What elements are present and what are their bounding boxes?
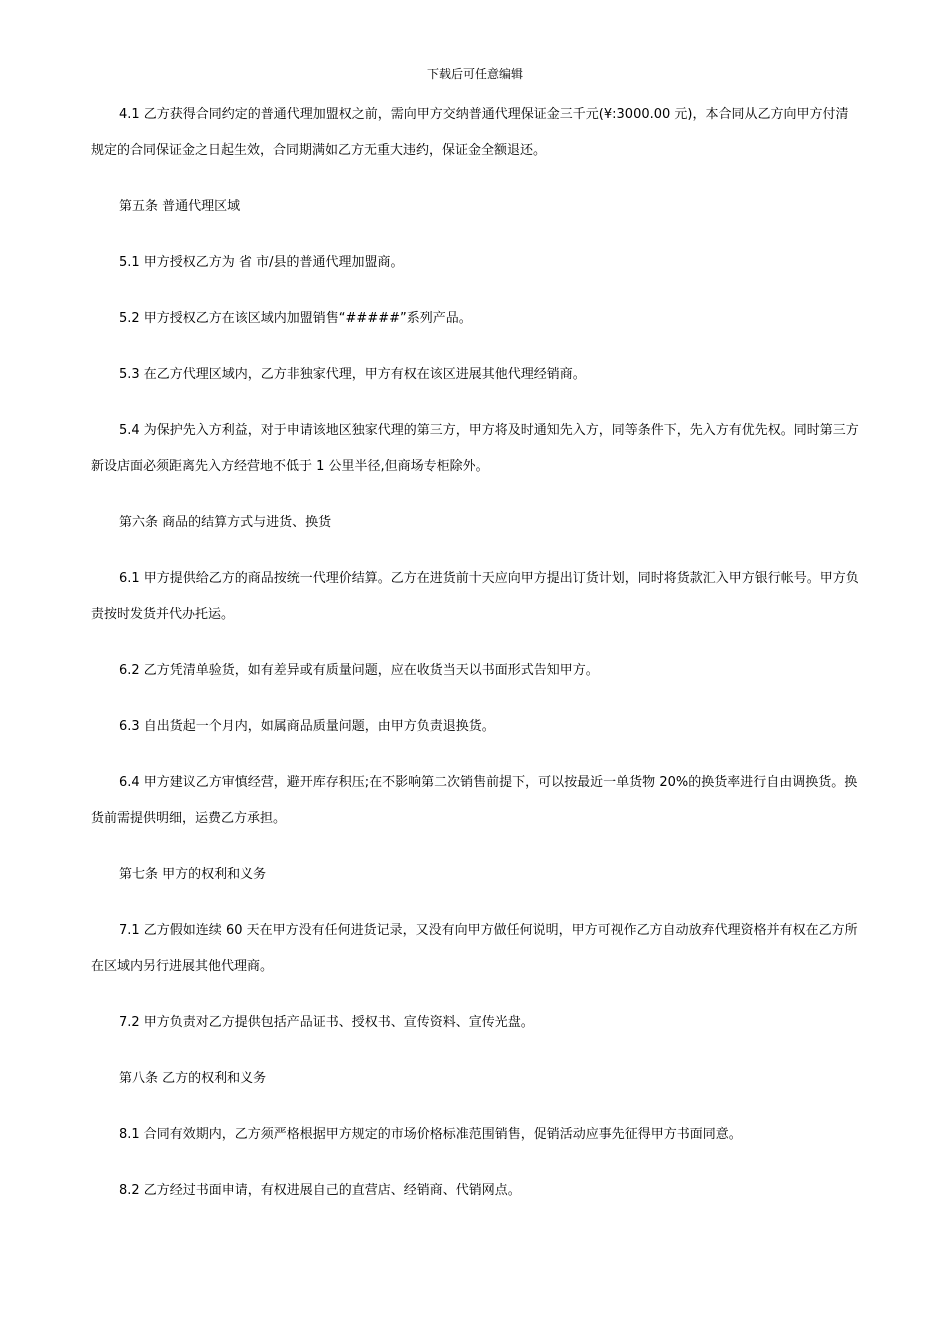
page-header: 下载后可任意编辑 bbox=[426, 67, 523, 81]
article-6-heading: 第六条 商品的结算方式与进货、换货 bbox=[119, 515, 332, 530]
clause-5-3: 5.3 在乙方代理区域内，乙方非独家代理，甲方有权在该区进展其他代理经销商。 bbox=[119, 367, 586, 382]
clause-5-2: 5.2 甲方授权乙方在该区域内加盟销售“#####”系列产品。 bbox=[119, 311, 472, 326]
clause-7-1: 7.1 乙方假如连续 60 天在甲方没有任何进货记录，又没有向甲方做任何说明，甲方可视作乙方自动放弃代理资格并有权在乙方所在区域内另行进展其他代理商。 bbox=[91, 923, 858, 974]
clause-4-1: 4.1 乙方获得合同约定的普通代理加盟权之前，需向甲方交纳普通代理保证金三千元(¥:3000.00 元)，本合同从乙方向甲方付清规定的合同保证金之日起生效，合同期满如乙方无重大违约，保证金全额退还。 bbox=[91, 107, 849, 158]
clause-6-4: 6.4 甲方建议乙方审慎经营，避开库存积压;在不影响第二次销售前提下，可以按最近一单货物 20%的换货率进行自由调换货。换货前需提供明细，运费乙方承担。 bbox=[91, 775, 858, 826]
clause-6-3: 6.3 自出货起一个月内，如属商品质量问题，由甲方负责退换货。 bbox=[119, 719, 495, 734]
clause-7-2: 7.2 甲方负责对乙方提供包括产品证书、授权书、宣传资料、宣传光盘。 bbox=[119, 1015, 534, 1030]
clause-5-4: 5.4 为保护先入方利益，对于申请该地区独家代理的第三方，甲方将及时通知先入方，同等条件下，先入方有优先权。同时第三方新设店面必须距离先入方经营地不低于 1 公里半径,但商场专柜除外。 bbox=[91, 423, 859, 474]
article-7-heading: 第七条 甲方的权利和义务 bbox=[119, 867, 267, 882]
article-8-heading: 第八条 乙方的权利和义务 bbox=[119, 1071, 267, 1086]
clause-8-2: 8.2 乙方经过书面申请，有权进展自己的直营店、经销商、代销网点。 bbox=[119, 1183, 521, 1198]
clause-5-1: 5.1 甲方授权乙方为 省 市/县的普通代理加盟商。 bbox=[119, 255, 404, 270]
clause-8-1: 8.1 合同有效期内，乙方须严格根据甲方规定的市场价格标准范围销售，促销活动应事先征得甲方书面同意。 bbox=[119, 1127, 742, 1142]
clause-6-1: 6.1 甲方提供给乙方的商品按统一代理价结算。乙方在进货前十天应向甲方提出订货计划，同时将货款汇入甲方银行帐号。甲方负责按时发货并代办托运。 bbox=[91, 571, 859, 622]
clause-6-2: 6.2 乙方凭清单验货，如有差异或有质量问题，应在收货当天以书面形式告知甲方。 bbox=[119, 663, 599, 678]
article-5-heading: 第五条 普通代理区域 bbox=[119, 199, 241, 214]
document-body bbox=[91, 97, 861, 1209]
